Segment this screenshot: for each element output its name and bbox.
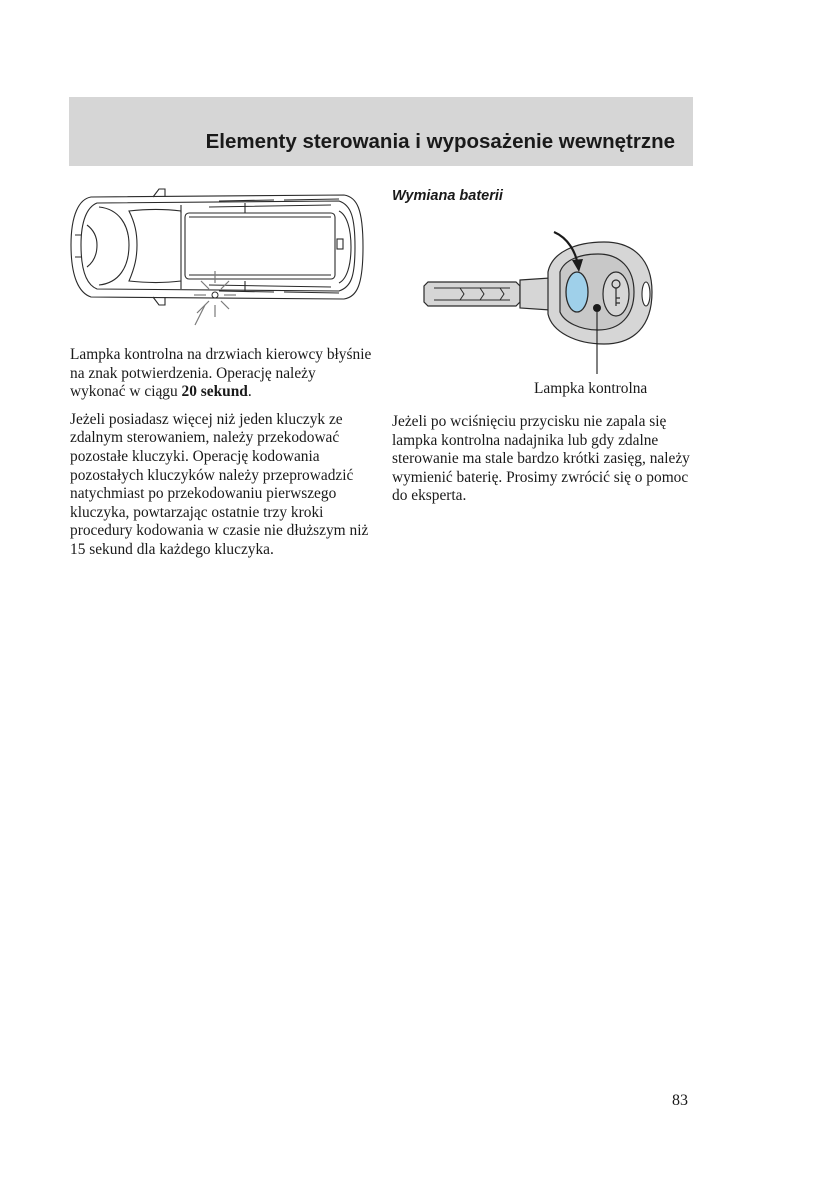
paragraph-battery-replacement: Jeżeli po wciśnięciu przycisku nie zapala się lampka kontrolna nadajnika lub gdy zdalne sterowanie ma stale bardzo krótki zasięg, należy wymienić baterię. Prosimy zwrócić się o pomoc do eksperta. [392,413,690,505]
page-number: 83 [672,1092,688,1109]
header-band [69,97,693,166]
indicator-lamp [593,304,601,312]
page-title: Elementy sterowania i wyposażenie wewnętrzne [205,130,675,153]
car-top-view-illustration [69,185,369,335]
left-column [70,346,375,569]
key-caption: Lampka kontrolna [534,380,648,397]
paragraph-confirmation: Lampka kontrolna na drzwiach kierowcy błyśnie na znak potwierdzenia. Operację należy wykonać w ciągu 20 sekund. [70,346,372,401]
section-heading-battery: Wymiana baterii [392,188,503,204]
right-column [392,413,697,515]
bold-duration: 20 sekund [181,383,248,401]
battery-button [566,272,588,312]
key-battery-illustration [420,222,670,382]
paragraph-additional-keys: Jeżeli posiadasz więcej niż jeden kluczyk ze zdalnym sterowaniem, należy przekodować pozostałe kluczyki. Operację kodowania pozostałych kluczyków należy przeprowadzić natychmiast po przekodowaniu pierwszego kluczyka, powtarzając ostatnie trzy kroki procedury kodowania w czasie nie dłuższym niż 15 sekund dla każdego kluczyka. [70,410,369,558]
